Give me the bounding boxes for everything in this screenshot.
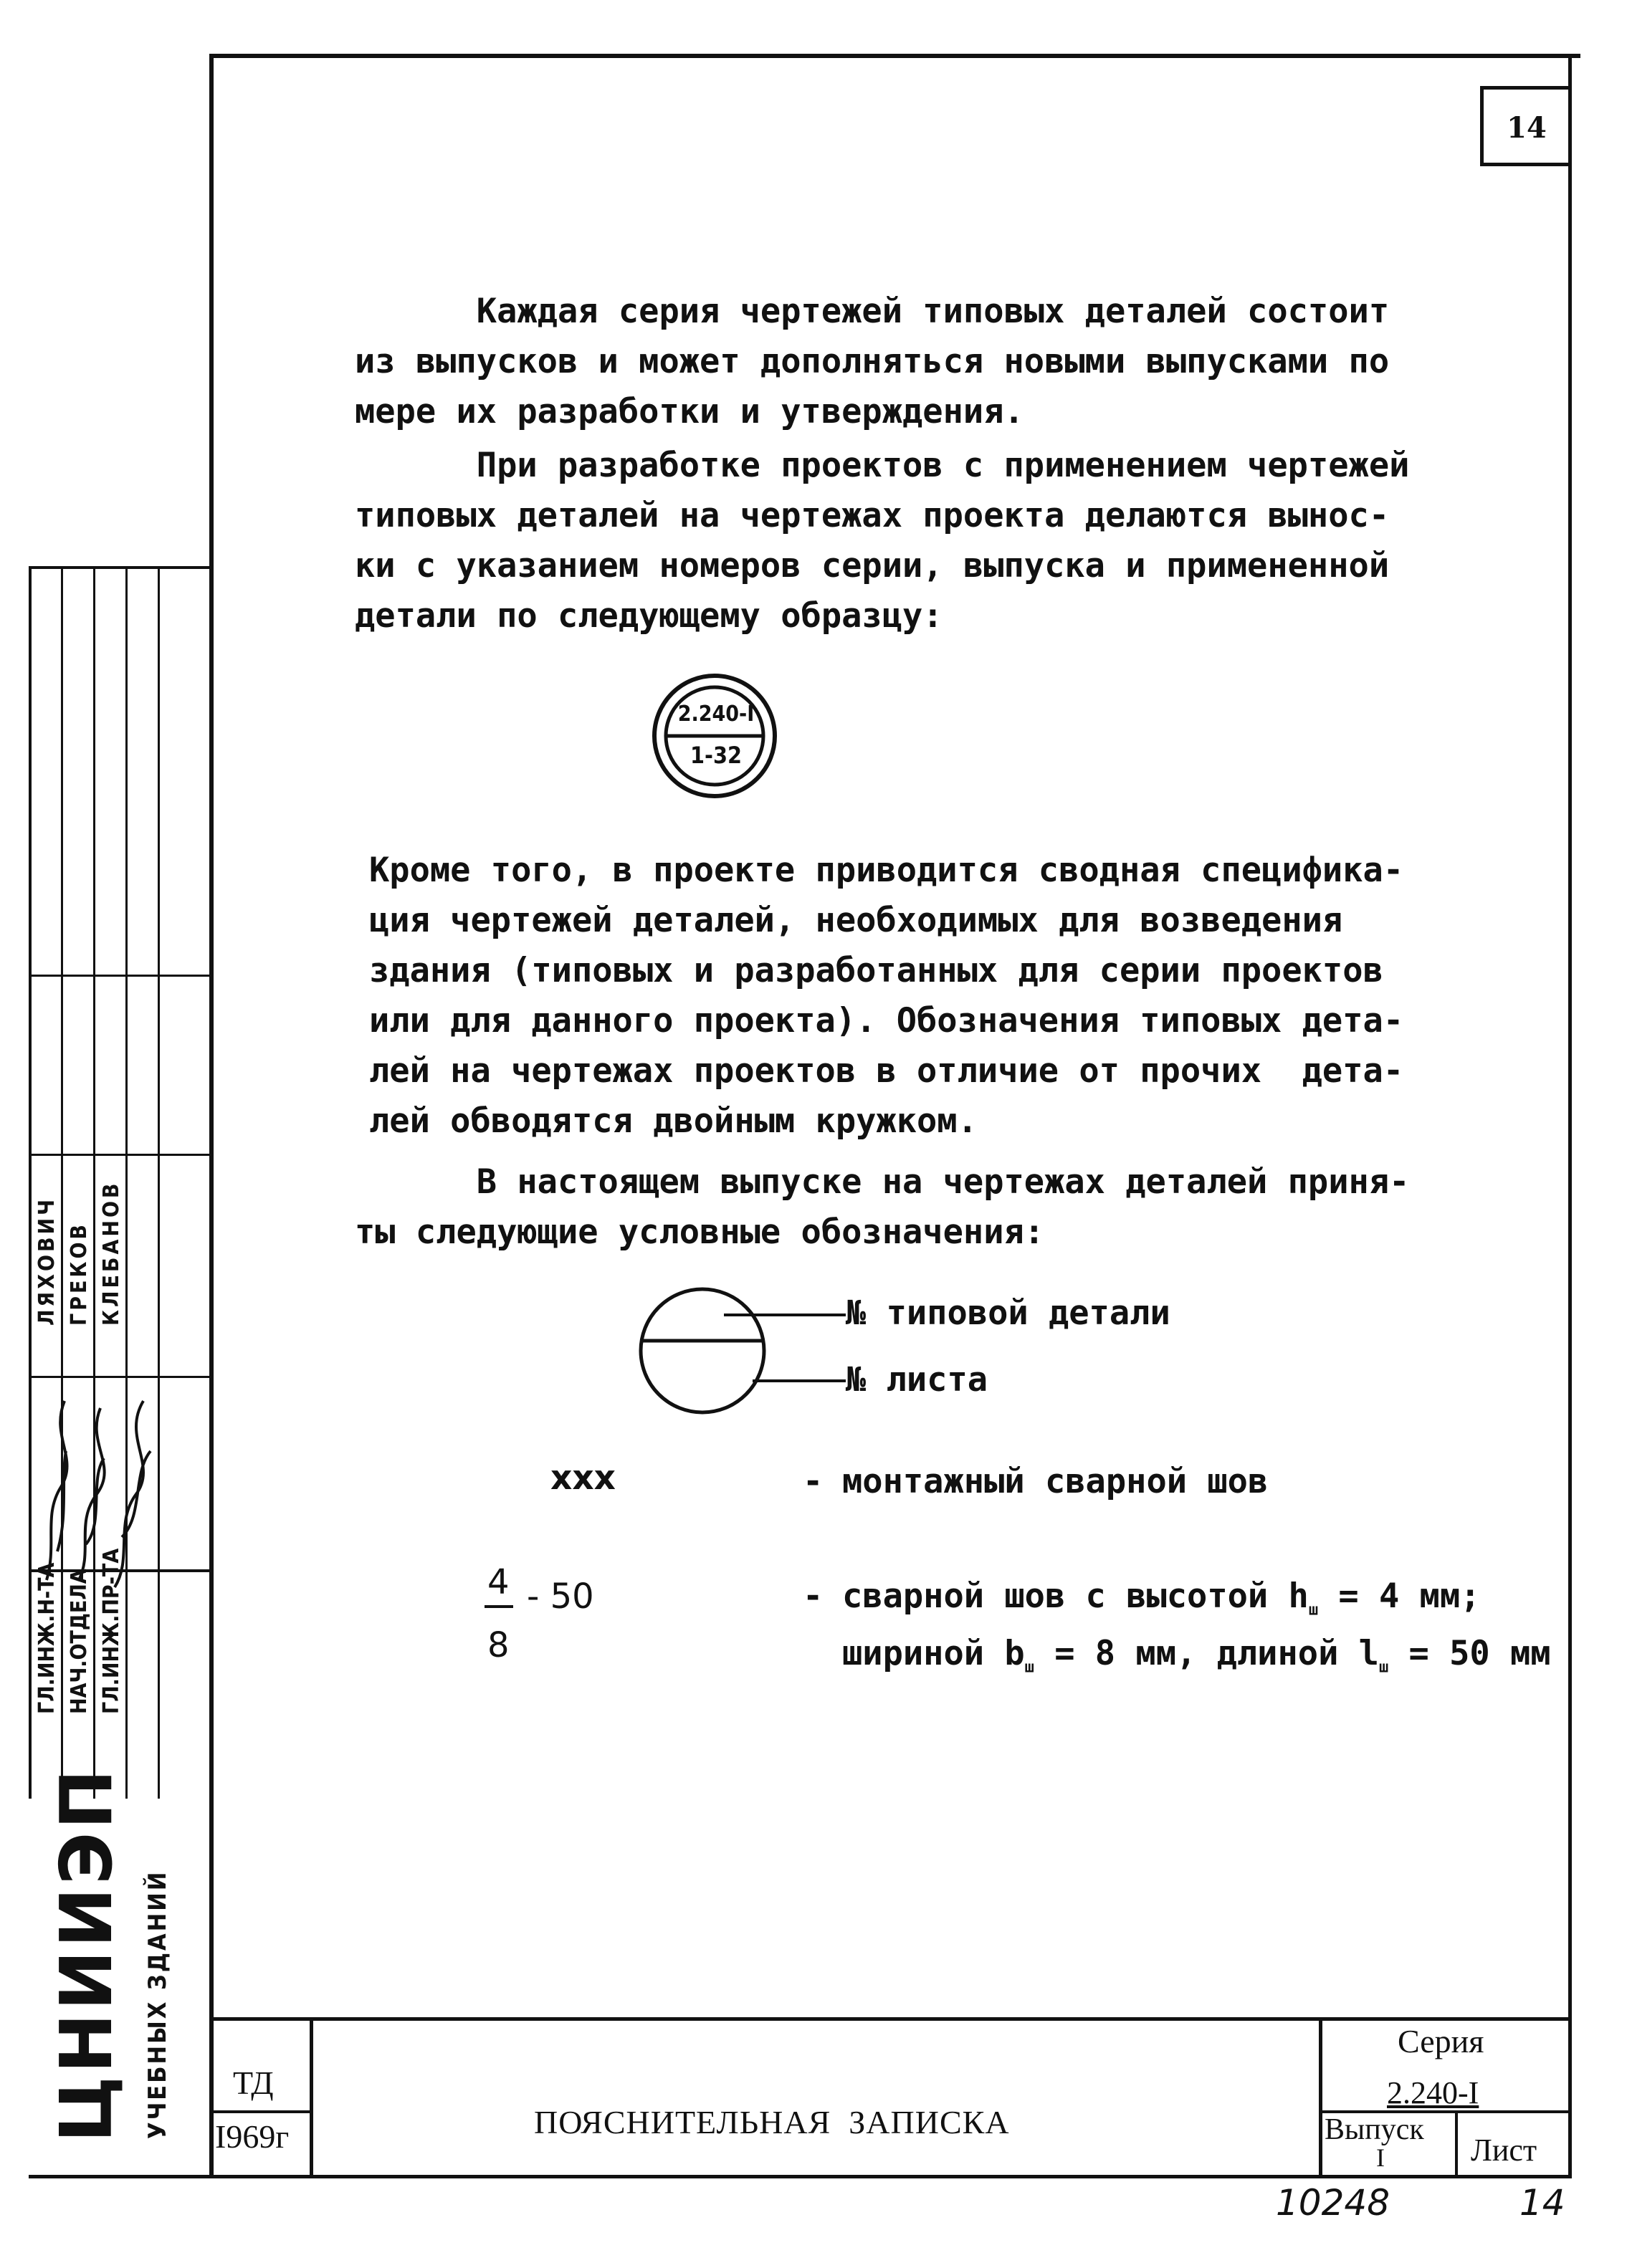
title-block-year-line (211, 2110, 312, 2113)
frame-top-border (211, 54, 1580, 58)
weld-description-line-2 (842, 1634, 1551, 1676)
weld-length: - 50 (527, 1576, 594, 1617)
stamp-role-1: ГЛ.ИНЖ.Н-ТА (34, 1562, 59, 1714)
stamp-col-line-1 (29, 566, 32, 1799)
sample-callout (649, 670, 781, 803)
paragraph-3: Кроме того, в проекте приводится сводная специфика- ция чертежей деталей, необходимых для возведения здания (типовых и разработанных для серии проектов или для данного проекта). Обозначения типовых дета- лей на чертежах проектов в отличие от прочих дета- лей обводятся двойным кружком. (369, 851, 1404, 1141)
stamp-col-line-4 (125, 566, 128, 1799)
stamp-col-line-5 (158, 566, 160, 1799)
leader-line-upper (724, 1314, 846, 1316)
signatures-scribble (36, 1372, 179, 1594)
weld-width-subscript: ш (1024, 1658, 1034, 1677)
symbol-xxx-dash: - (803, 1462, 824, 1501)
weld-height-text: сварной шов с высотой h (842, 1576, 1309, 1616)
paragraph-4: В настоящем выпуске на чертежах деталей приня- ты следующие условные обозначения: (355, 1162, 1410, 1252)
title-block-divider-right (1319, 2017, 1322, 2178)
organization-name: ЦНИИЭП (44, 1766, 128, 2143)
double-circle-icon (649, 670, 781, 803)
weld-height-subscript: ш (1308, 1601, 1319, 1619)
inventory-number: 10248 (1276, 2182, 1390, 2224)
title-block-code: ТД (233, 2064, 274, 2101)
title-block-divider-left (310, 2017, 313, 2178)
weld-dash: - (803, 1576, 824, 1616)
leader-line-lower (753, 1379, 846, 1382)
paragraph-1: Каждая серия чертежей типовых деталей состоит из выпусков и может дополняться новыми выпусками по мере их разработки и утверждения. (355, 292, 1390, 431)
paragraph-2: При разработке проектов с применением чертежей типовых деталей на чертежах проекта делаются вынос- ки с указанием номеров серии, выпуска и примененной детали по следующему образцу: (355, 446, 1410, 636)
stamp-col-line-3 (93, 566, 95, 1799)
page-number-box (1480, 86, 1572, 166)
title-block-issue-label: Выпуск (1325, 2113, 1424, 2146)
legend-label-detail-number: № типовой детали (846, 1293, 1170, 1333)
weld-numerator: 4 (487, 1562, 510, 1602)
stamp-row-line-2 (29, 1154, 214, 1156)
stamp-top-line (29, 566, 214, 569)
symbol-xxx-description: монтажный сварной шов (842, 1462, 1269, 1501)
title-block-series-label: Серия (1398, 2023, 1484, 2059)
callout-series: 2.240-I (677, 702, 755, 727)
stamp-row-line-1 (29, 975, 214, 977)
stamp-col-line-2 (61, 566, 63, 1799)
weld-width-text: шириной b (842, 1634, 1025, 1673)
legend-label-sheet-number: № листа (846, 1360, 988, 1399)
frame-bottom-border (29, 2175, 1572, 2178)
title-block-series-value: 2.240-I (1387, 2075, 1479, 2110)
title-block-top-line (211, 2017, 1572, 2021)
split-circle-icon (631, 1279, 774, 1422)
stamp-role-2: НАЧ.ОТДЕЛА (67, 1569, 92, 1714)
sheet-number-handwritten: 14 (1519, 2182, 1565, 2224)
weld-fraction-bar (485, 1605, 513, 1608)
title-block-issue-value: I (1376, 2143, 1385, 2172)
weld-length-subscript: ш (1378, 1658, 1389, 1677)
stamp-role-3: ГЛ.ИНЖ.ПР-ТА (99, 1548, 124, 1714)
weld-description-line-1 (842, 1576, 1480, 1619)
title-block-issue-divider (1455, 2110, 1458, 2178)
stamp-name-2: ГРЕКОВ (67, 1222, 92, 1326)
weld-height-value: = 4 мм; (1338, 1576, 1481, 1616)
callout-issue-sheet: 1-32 (690, 742, 743, 769)
organization-subtitle: УЧЕБНЫХ ЗДАНИЙ (143, 1870, 172, 2139)
title-block-title: ПОЯСНИТЕЛЬНАЯ ЗАПИСКА (534, 2104, 1010, 2140)
legend-circle-symbol (631, 1279, 774, 1422)
title-block-sheet-label: Лист (1471, 2133, 1537, 2168)
stamp-name-3: КЛЕБАНОВ (99, 1180, 124, 1326)
weld-length-text: = 8 мм, длиной l (1054, 1634, 1379, 1673)
weld-length-value: = 50 мм (1408, 1634, 1551, 1673)
stamp-name-1: ЛЯХОВИЧ (34, 1197, 59, 1326)
weld-denominator: 8 (487, 1625, 510, 1665)
frame-right-border (1568, 54, 1572, 2178)
title-block-year: I969г (215, 2118, 290, 2155)
symbol-xxx: xxx (550, 1458, 616, 1498)
page-number: 14 (1507, 111, 1547, 145)
